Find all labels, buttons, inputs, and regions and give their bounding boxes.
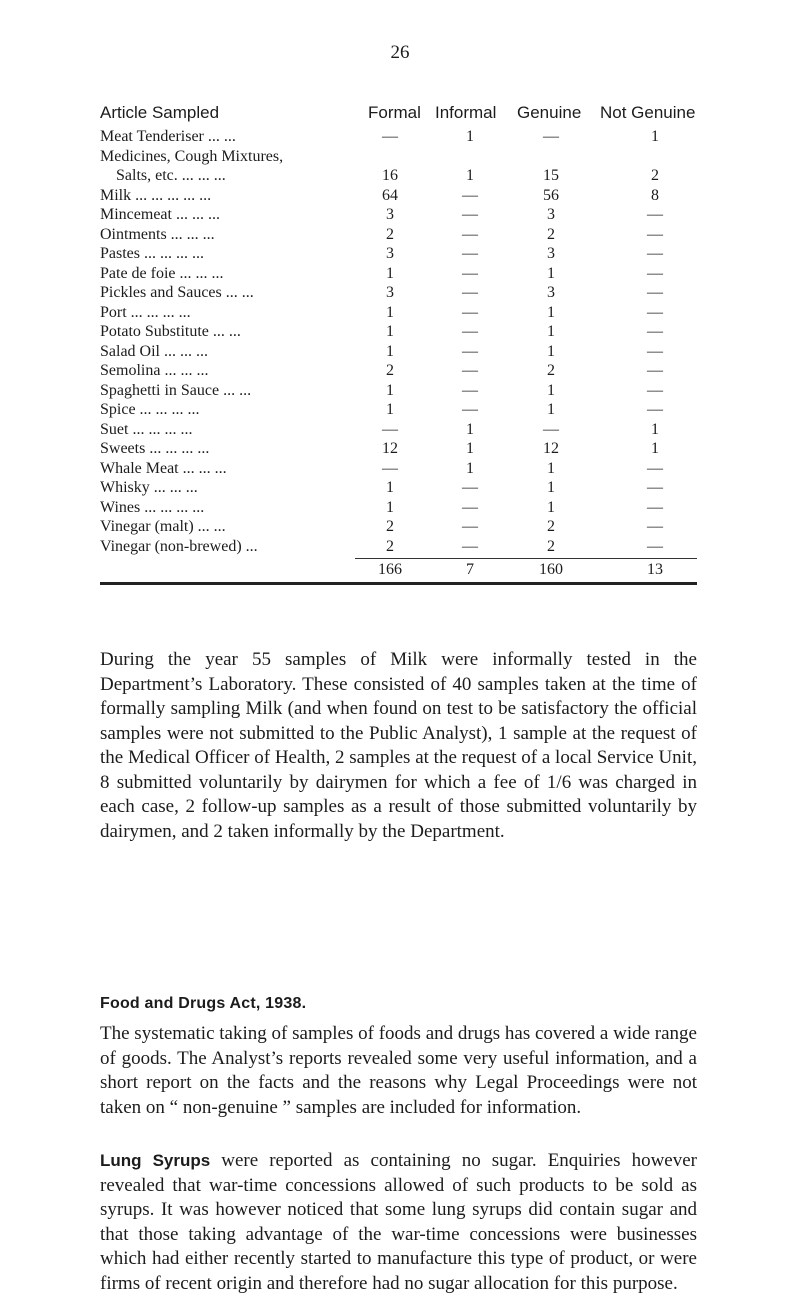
article-name-line: Whale Meat ... ... ... <box>100 459 227 477</box>
article-name <box>100 186 360 206</box>
informal-count: — <box>462 342 478 360</box>
article-name <box>100 303 360 323</box>
milk-paragraph: During the year 55 samples of Milk were informally tested in the Department’s Laboratory. These consisted of 40 samples taken at the time of formally sampling Milk (and when found on test to be satisfactory the official samples were not submitted to the Public Analyst), 1 sample at the request of the Medical Officer of Health, 2 samples at the request of a local Service Unit, 8 submitted voluntarily by dairymen for which a fee of 1/6 was charged in each case, 2 follow-up samples as a result of those submitted voluntarily by dairymen, and 2 taken informally by the Department. <box>100 649 697 842</box>
lung-syrups-text: were reported as containing no sugar. Enquiries however revealed that war-time concessions allowed of such products to be sold as syrups. It was however noticed that some lung syrups did contain sugar and that those taking advantage of the war-time concessions were businesses which had either recently started to manufacture this type of product, or were firms of recent origin and therefore had no sugar allocation for this purpose. <box>100 1150 697 1294</box>
article-name <box>100 478 360 498</box>
table-row <box>100 283 697 303</box>
informal-count: — <box>462 225 478 243</box>
article-name-line: Ointments ... ... ... <box>100 225 215 243</box>
formal-count: 1 <box>386 303 394 321</box>
genuine-count: 1 <box>547 479 555 496</box>
genuine-count: 2 <box>547 537 555 555</box>
genuine-count: 2 <box>547 225 555 243</box>
table-body <box>100 127 697 556</box>
genuine-count: 1 <box>547 381 555 399</box>
genuine-count: — <box>543 128 559 145</box>
not-genuine-count: — <box>647 342 663 360</box>
informal-count: — <box>462 537 478 555</box>
formal-count: 2 <box>386 537 394 555</box>
not-genuine-count: — <box>647 323 663 340</box>
not-genuine-count: — <box>647 303 663 321</box>
header-formal: Formal <box>368 103 421 122</box>
article-name <box>100 361 360 381</box>
genuine-count: 12 <box>543 440 559 457</box>
article-name <box>100 147 360 186</box>
article-name-line: Salad Oil ... ... ... <box>100 342 208 360</box>
not-genuine-count: — <box>647 245 663 262</box>
article-name <box>100 342 360 362</box>
informal-count: — <box>462 479 478 496</box>
genuine-count: 3 <box>547 245 555 262</box>
informal-count: — <box>462 323 478 340</box>
informal-count: — <box>462 303 478 321</box>
formal-count: 12 <box>382 440 398 457</box>
formal-count: 16 <box>382 167 398 184</box>
not-genuine-count: — <box>647 206 663 223</box>
genuine-count: 1 <box>547 303 555 321</box>
article-name-line: Spice ... ... ... ... <box>100 401 200 418</box>
table-row <box>100 342 697 362</box>
article-name-line: Potato Substitute ... ... <box>100 323 241 340</box>
informal-count: — <box>462 206 478 223</box>
article-name <box>100 322 360 342</box>
article-name <box>100 244 360 264</box>
not-genuine-count: 1 <box>651 128 659 145</box>
lung-syrups-paragraph <box>100 1149 697 1296</box>
genuine-count: 15 <box>543 167 559 184</box>
not-genuine-count: — <box>647 479 663 496</box>
table-row <box>100 322 697 342</box>
page-number: 26 <box>390 42 410 63</box>
article-name <box>100 205 360 225</box>
table-row <box>100 244 697 264</box>
formal-count: 3 <box>386 245 394 262</box>
article-name <box>100 517 360 537</box>
genuine-count: 1 <box>547 342 555 360</box>
formal-count: 2 <box>386 362 394 379</box>
genuine-count: 56 <box>543 186 559 204</box>
article-name <box>100 537 360 557</box>
header-informal: Informal <box>435 103 497 122</box>
informal-count: 1 <box>466 459 474 477</box>
formal-count: 1 <box>386 498 394 516</box>
not-genuine-count: — <box>647 362 663 379</box>
formal-count: 3 <box>386 206 394 223</box>
genuine-count: 3 <box>547 206 555 223</box>
not-genuine-count: 2 <box>651 167 659 184</box>
not-genuine-count: 8 <box>651 186 659 204</box>
table-row <box>100 420 697 440</box>
article-name <box>100 127 360 147</box>
formal-count: 1 <box>386 381 394 399</box>
article-name-line: Sweets ... ... ... ... <box>100 440 210 457</box>
formal-count: 1 <box>386 264 394 282</box>
not-genuine-count: — <box>647 498 663 516</box>
total-formal: 166 <box>378 561 402 578</box>
genuine-count: 2 <box>547 518 555 535</box>
informal-count: 1 <box>466 167 474 184</box>
article-name-line: Medicines, Cough Mixtures, <box>100 147 284 165</box>
formal-count: 1 <box>386 323 394 340</box>
header-article-sampled: Article Sampled <box>100 103 220 122</box>
article-name-line: Mincemeat ... ... ... <box>100 206 220 223</box>
article-name-line: Port ... ... ... ... <box>100 303 191 321</box>
informal-count: — <box>462 381 478 399</box>
not-genuine-count: — <box>647 284 663 301</box>
article-name <box>100 381 360 401</box>
genuine-count: 1 <box>547 459 555 477</box>
article-name-line: Milk ... ... ... ... ... <box>100 186 212 204</box>
informal-count: 1 <box>466 440 474 457</box>
table-row <box>100 127 697 147</box>
informal-count: — <box>462 186 478 204</box>
article-name-line: Vinegar (non-brewed) ... <box>100 537 258 555</box>
article-name-line: Vinegar (malt) ... ... <box>100 518 226 535</box>
article-name-line: Spaghetti in Sauce ... ... <box>100 381 252 399</box>
table-row <box>100 205 697 225</box>
table-row <box>100 303 697 323</box>
table-header <box>100 103 697 127</box>
informal-count: 1 <box>466 128 474 145</box>
formal-count: 2 <box>386 518 394 535</box>
not-genuine-count: — <box>647 518 663 535</box>
not-genuine-count: — <box>647 401 663 418</box>
formal-count: — <box>382 128 398 145</box>
article-name-line: Pate de foie ... ... ... <box>100 264 224 282</box>
table-row <box>100 537 697 557</box>
informal-count: 1 <box>466 420 474 438</box>
table-row <box>100 147 697 186</box>
informal-count: — <box>462 362 478 379</box>
article-name-line: Suet ... ... ... ... <box>100 420 193 438</box>
genuine-count: 2 <box>547 362 555 379</box>
table-row <box>100 459 697 479</box>
not-genuine-count: — <box>647 381 663 399</box>
total-informal: 7 <box>466 561 474 578</box>
formal-count: 1 <box>386 479 394 496</box>
informal-count: — <box>462 264 478 282</box>
systematic-paragraph: The systematic taking of samples of foods and drugs has covered a wide range of goods. The Analyst’s reports revealed some very useful information, and a short report on the facts and the reasons why Legal Proceedings were not taken on “ non-genuine ” samples are included for information. <box>100 1023 697 1118</box>
article-name-line: Meat Tenderiser ... ... <box>100 128 236 145</box>
formal-count: 64 <box>382 186 398 204</box>
formal-count: 1 <box>386 342 394 360</box>
total-genuine: 160 <box>539 561 563 578</box>
header-genuine: Genuine <box>517 103 582 122</box>
table-row <box>100 439 697 459</box>
article-name <box>100 498 360 518</box>
article-name <box>100 283 360 303</box>
table-row <box>100 361 697 381</box>
not-genuine-count: — <box>647 537 663 555</box>
genuine-count: 1 <box>547 401 555 418</box>
formal-count: 3 <box>386 284 394 301</box>
table-bottom-rule <box>100 582 697 585</box>
article-name-line: Pastes ... ... ... ... <box>100 245 204 262</box>
not-genuine-count: — <box>647 225 663 243</box>
formal-count: — <box>382 420 398 438</box>
article-name-line-2: Salts, etc. ... ... ... <box>116 167 226 184</box>
table-row <box>100 400 697 420</box>
not-genuine-count: — <box>647 459 663 477</box>
genuine-count: — <box>543 420 559 438</box>
not-genuine-count: 1 <box>651 440 659 457</box>
total-not-genuine: 13 <box>647 561 663 578</box>
article-name <box>100 400 360 420</box>
article-name <box>100 225 360 245</box>
article-name <box>100 459 360 479</box>
not-genuine-count: 1 <box>651 420 659 438</box>
article-name <box>100 439 360 459</box>
table-row <box>100 186 697 206</box>
table-row <box>100 517 697 537</box>
samples-table <box>100 103 697 585</box>
table-row <box>100 264 697 284</box>
genuine-count: 1 <box>547 498 555 516</box>
informal-count: — <box>462 245 478 262</box>
formal-count: 1 <box>386 401 394 418</box>
informal-count: — <box>462 401 478 418</box>
informal-count: — <box>462 284 478 301</box>
article-name-line: Whisky ... ... ... <box>100 479 198 496</box>
table-row <box>100 478 697 498</box>
article-name-line: Wines ... ... ... ... <box>100 498 205 516</box>
not-genuine-count: — <box>647 264 663 282</box>
article-name-line: Pickles and Sauces ... ... <box>100 284 254 301</box>
lung-syrups-heading: Lung Syrups <box>100 1151 211 1170</box>
table-row <box>100 498 697 518</box>
genuine-count: 1 <box>547 323 555 340</box>
genuine-count: 1 <box>547 264 555 282</box>
totals-row <box>100 559 697 581</box>
table-row <box>100 225 697 245</box>
informal-count: — <box>462 498 478 516</box>
header-not-genuine: Not Genuine <box>600 103 696 122</box>
article-name <box>100 264 360 284</box>
informal-count: — <box>462 518 478 535</box>
article-name <box>100 420 360 440</box>
table-row <box>100 381 697 401</box>
section-heading: Food and Drugs Act, 1938. <box>100 995 307 1012</box>
formal-count: 2 <box>386 225 394 243</box>
genuine-count: 3 <box>547 284 555 301</box>
formal-count: — <box>382 459 398 477</box>
article-name-line: Semolina ... ... ... <box>100 362 209 379</box>
